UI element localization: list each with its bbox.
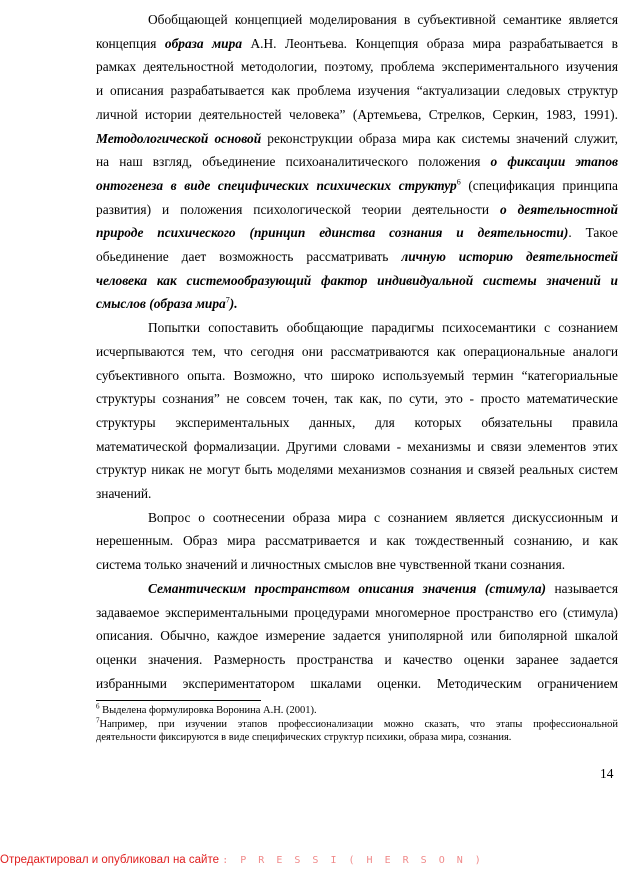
footnote-line	[96, 718, 618, 731]
footnote-footnote-marker: 6	[96, 702, 100, 711]
text-segment: природе психического (принцип единства сознания и деятельности)	[96, 225, 569, 241]
text-segment: исчерпываются тем, что сегодня они рассматриваются как операциональные аналоги	[96, 343, 618, 359]
text-segment: о деятельностной	[499, 201, 619, 217]
text-segment: задаваемое экспериментальными процедурами многомерное пространство его (стимула)	[96, 604, 618, 620]
text-line	[96, 458, 618, 482]
footnote-segment: деятельности фиксируются в виде специфических структур психики, образа мира, сознания.	[96, 732, 512, 744]
text-line	[96, 601, 618, 625]
text-segment: описания. Обычно, каждое измерение задается униполярной или биполярной шкалой	[96, 628, 618, 644]
text-segment: структуры сознания” не совсем точен, так как, по сути, это - просто математические	[96, 391, 618, 407]
text-segment: называется	[545, 580, 618, 596]
text-segment: личную историю деятельностей	[401, 249, 619, 264]
text-line	[96, 292, 618, 316]
text-segment: на наш взгляд, объединение психоаналитического положения	[96, 154, 491, 170]
text-line	[96, 269, 618, 293]
text-segment: (спецификация принципа	[460, 177, 618, 193]
text-segment: А.Н. Леонтьева. Концепция образа мира разрабатывается в	[242, 35, 618, 51]
text-segment: структур никак не могут быть моделями механизмов сознания и связей реальных систем	[96, 462, 618, 478]
text-line	[148, 8, 618, 32]
text-line	[96, 435, 618, 459]
text-segment: субъективного опыта. Возможно, что широко используемый термин “категориальные	[96, 367, 618, 383]
text-segment: рамках деятельностной методологии, поэтому, проблема экспериментального изучения	[96, 59, 618, 75]
text-line	[96, 648, 618, 672]
footnote-line	[96, 731, 618, 744]
footer-caption: Отредактировал и опубликовал на сайте	[0, 854, 219, 866]
text-line	[96, 127, 618, 151]
text-segment: реконструкции образа мира как системы значений служит,	[261, 130, 618, 146]
text-segment: Семантическим пространством описания значения (стимула)	[148, 580, 546, 596]
text-line	[148, 506, 618, 530]
text-segment: . Такое	[568, 225, 618, 241]
text-segment: личной истории деятельностей человека” (Артемьева, Стрелков, Серкин, 1983, 1991).	[96, 106, 618, 122]
text-segment: Вопрос о соотнесении образа мира с сознанием является дискуссионным и	[148, 509, 618, 525]
text-segment: человека как системообразующий фактор индивидуальной системы значений и	[96, 272, 618, 288]
text-segment: нерешенным. Образ мира рассматривается и как тождественный сознанию, и как	[96, 533, 618, 549]
text-segment: образа мира	[164, 35, 243, 51]
text-segment: обьединение дает возможность рассматривать	[96, 249, 402, 264]
text-line	[96, 340, 618, 364]
text-line	[148, 316, 618, 340]
text-line	[96, 482, 618, 506]
text-segment: развития) и положения психологической теории деятельности	[96, 201, 500, 217]
text-footnote-marker: 6	[456, 177, 461, 187]
footnote-segment: Например, при изучении этапов профессионализации можно сказать, что этапы профессиональной	[99, 718, 618, 730]
text-segment: математической формализации. Другими словами - механизмы и связи элементов этих	[96, 438, 618, 454]
text-line	[96, 198, 618, 222]
text-line	[96, 245, 618, 269]
page-number: 14	[600, 766, 614, 781]
text-line	[96, 55, 618, 79]
text-line	[96, 32, 618, 56]
text-segment: смыслов (образа мира	[96, 296, 226, 312]
footnote-segment: Выделена формулировка Воронина А.Н. (2001).	[99, 705, 317, 716]
text-segment: система только значений и личностных смыслов вне чувственной ткани сознания.	[96, 557, 566, 573]
text-line	[96, 174, 618, 198]
text-line	[96, 364, 618, 388]
text-segment: Методологической основой	[96, 130, 262, 146]
text-segment: и описания разрабатывается как проблема изучения “актуализации следовых структур	[96, 83, 618, 99]
text-footnote-marker: 7	[225, 295, 230, 305]
text-segment: о фиксации этапов	[490, 154, 618, 170]
text-line	[96, 387, 618, 411]
text-segment: концепция	[96, 35, 165, 51]
text-line	[96, 150, 618, 174]
text-line	[96, 529, 618, 553]
text-line	[96, 672, 618, 696]
text-line	[96, 79, 618, 103]
text-segment: структуры экспериментальных данных, для которых обязательны правила	[96, 414, 618, 430]
publisher-footer	[0, 851, 484, 869]
text-segment: ).	[229, 296, 238, 312]
text-segment: Попытки сопоставить обобщающие парадигмы психосемантики с сознанием	[148, 320, 618, 336]
footnote-separator	[96, 700, 261, 701]
footnote-line	[96, 704, 618, 717]
text-segment: онтогенеза в виде специфических психических структур	[96, 177, 457, 193]
text-line	[96, 553, 618, 577]
text-line	[96, 411, 618, 435]
text-segment: Обобщающей концепцией моделирования в субъективной семантике является	[148, 12, 618, 27]
text-segment: оценки значения. Размерность пространства и качество оценки заранее задается	[96, 651, 618, 667]
footnote-footnote-marker: 7	[96, 716, 100, 725]
text-line	[96, 624, 618, 648]
text-line	[148, 577, 618, 601]
footer-site-name: : P R E S S I ( H E R S O N )	[222, 855, 484, 866]
text-line	[96, 221, 618, 245]
text-segment: значений.	[96, 486, 152, 501]
text-line	[96, 103, 618, 127]
text-segment: избранными экспериментатором шкалами оценки. Методическим ограничением	[96, 675, 618, 691]
